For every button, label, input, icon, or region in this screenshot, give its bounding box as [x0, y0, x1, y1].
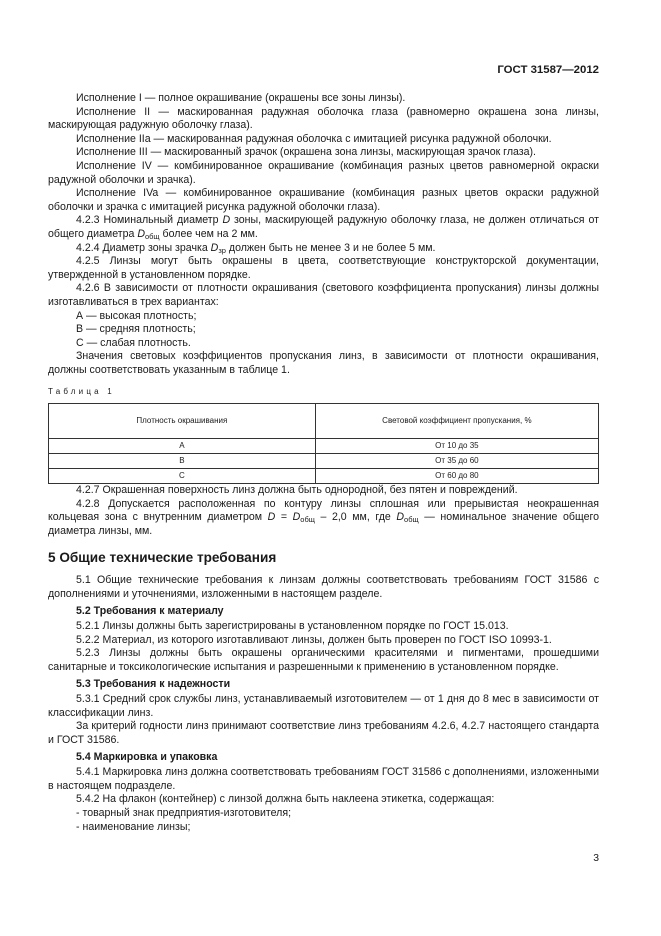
density-option-b: В — средняя плотность; — [76, 323, 196, 336]
table-cell: С — [49, 469, 316, 484]
paragraph-5-3-1: 5.3.1 Средний срок службы линз, устанавливаемый изготовителем — от 1 дня до 8 мес в зависимости от классификации линз. — [48, 693, 599, 719]
paragraph-variant-2a: Исполнение IIa — маскированная радужная оболочка с имитацией рисунка радужной оболочки. — [76, 132, 552, 145]
table-cell: От 60 до 80 — [315, 469, 598, 484]
table-header-density: Плотность окрашивания — [49, 404, 316, 439]
paragraph-variant-2: Исполнение II — маскированная радужная оболочка глаза (равномерно окрашена зона линзы, маскирующая радужную оболочку глаза). — [48, 105, 599, 132]
transmission-table — [48, 403, 599, 484]
table-cell: А — [49, 439, 316, 454]
paragraph-variant-1: Исполнение I — полное окрашивание (окрашены все зоны линзы). — [76, 92, 406, 104]
section-5-4-heading: 5.4 Маркировка и упаковка — [76, 750, 218, 763]
table-header-transmission: Световой коэффициент пропускания, % — [315, 404, 598, 439]
paragraph-5-3-1-criteria: За критерий годности линз принимают соответствие линз требованиям 4.2.6, 4.2.7 настоящего стандарта и ГОСТ 31586. — [48, 720, 599, 746]
density-option-a: А — высокая плотность; — [76, 309, 197, 322]
table-caption: Таблица 1 — [48, 387, 115, 397]
paragraph-5-2-3: 5.2.3 Линзы должны быть окрашены органическими красителями и пигментами, прошедшими санитарные и токсикологические испытания и разрешенными к применению в установленном порядке. — [48, 647, 599, 673]
document-body — [48, 92, 599, 834]
paragraph-4-2-7: 4.2.7 Окрашенная поверхность линз должна быть однородной, без пятен и повреждений. — [76, 484, 518, 497]
label-item: - товарный знак предприятия-изготовителя; — [76, 806, 292, 819]
table-cell: От 10 до 35 — [315, 439, 598, 454]
paragraph-4-2-4: 4.2.4 Диаметр зоны зрачка $D_{зр}$ должен быть не менее 3 и не более 5 мм. — [76, 241, 436, 255]
density-option-c: С — слабая плотность. — [76, 336, 191, 349]
paragraph-4-2-5: 4.2.5 Линзы могут быть окрашены в цвета, соответствующие конструкторской документации, утвержденной в установленном порядке. — [48, 255, 599, 281]
paragraph-4-2-3: 4.2.3 Номинальный диаметр D зоны, маскирующей радужную оболочку глаза, не должен отличаться от общего диаметра $D_{общ}$ более чем на 2 мм. — [48, 214, 599, 241]
label-item: - наименование линзы; — [76, 820, 191, 833]
paragraph-variant-4a: Исполнение IVa — комбинированное окрашивание (комбинация разных цветов окраски радужной оболочки и зрачка с имитацией рисунка радужной оболочки глаза). — [48, 187, 599, 213]
page-number: 3 — [593, 853, 599, 864]
table-cell: В — [49, 454, 316, 469]
paragraph-4-2-8: 4.2.8 Допускается расположенная по контуру линзы сплошная или прерывистая неокрашенная кольцевая зона с внутренним диаметром $D = D_{общ} - 2,0$ мм, где $D_{общ}$ — номинальное значение общего диаметра линзы, мм. — [48, 497, 599, 537]
paragraph-5-2-1: 5.2.1 Линзы должны быть зарегистрированы в установленном порядке по ГОСТ 15.013. — [76, 620, 509, 633]
paragraph-values: Значения световых коэффициентов пропускания линз, в зависимости от плотности окрашивания, должны соответствовать указанным в таблице 1. — [48, 350, 599, 376]
paragraph-5-4-1: 5.4.1 Маркировка линз должна соответствовать требованиям ГОСТ 31586 с дополнениями, изложенными в настоящем подразделе. — [48, 766, 599, 792]
section-5-2-heading: 5.2 Требования к материалу — [76, 604, 224, 617]
paragraph-5-4-2: 5.4.2 На флакон (контейнер) с линзой должна быть наклеена этикетка, содержащая: — [76, 793, 495, 806]
paragraph-variant-4: Исполнение IV — комбинированное окрашивание (комбинация разных цветов равномерной окраски радужной оболочки и зрачка). — [48, 159, 599, 186]
section-5-heading: 5 Общие технические требования — [48, 550, 277, 566]
table-row — [49, 454, 599, 469]
paragraph-variant-3: Исполнение III — маскированный зрачок (окрашена зона линзы, маскирующая зрачок глаза). — [76, 146, 536, 159]
table-row — [49, 469, 599, 484]
paragraph-5-2-2: 5.2.2 Материал, из которого изготавливают линзы, должен быть проверен по ГОСТ ISO 10993-1. — [76, 633, 552, 646]
table-row — [49, 439, 599, 454]
paragraph-5-1: 5.1 Общие технические требования к линзам должны соответствовать требованиям ГОСТ 31586 с дополнениями и уточнениями, изложенными в настоящем разделе. — [48, 574, 599, 601]
table-header-row — [49, 404, 599, 439]
section-5-3-heading: 5.3 Требования к надежности — [76, 677, 231, 690]
page-header-standard: ГОСТ 31587—2012 — [497, 64, 599, 76]
paragraph-4-2-6: 4.2.6 В зависимости от плотности окрашивания (светового коэффициента пропускания) линзы должны изготавливаться в трех вариантах: — [48, 282, 599, 308]
table-cell: От 35 до 60 — [315, 454, 598, 469]
